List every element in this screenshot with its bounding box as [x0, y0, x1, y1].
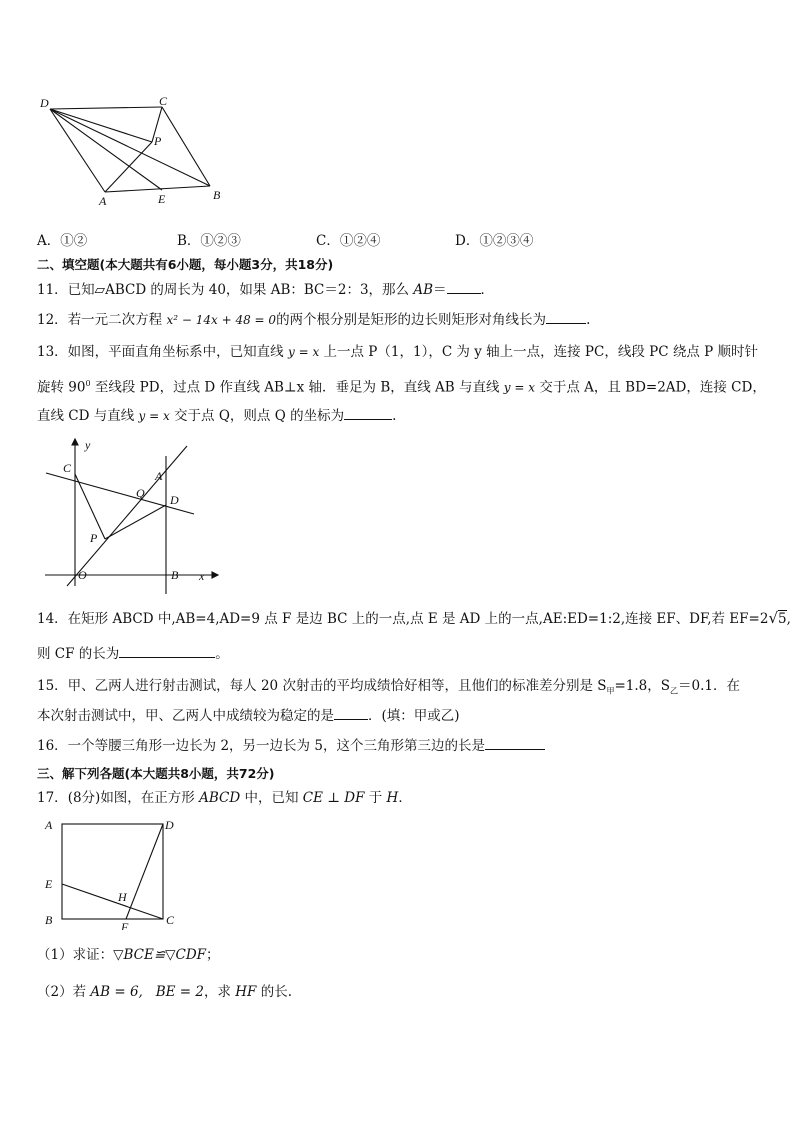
- q13-blank: [344, 407, 392, 420]
- q13-line-cp: [75, 474, 105, 539]
- q14-line1: 14．在矩形 ABCD 中,AB=4,AD=9 点 F 是边 BC 上的一点,点 E 是 AD 上的一点,AE:ED=1:2,连接 EF、DF,若 EF=2√5,: [37, 609, 791, 627]
- q17: 17．(8分)如图，在正方形 ABCD 中，已知 CE ⊥ DF 于 H．: [37, 790, 412, 806]
- q13-x-arrow: [212, 572, 218, 578]
- q17-label-d: D: [165, 818, 174, 832]
- q10-label-e: E: [158, 192, 166, 206]
- q13-label-p: P: [90, 531, 98, 545]
- q10-label-b: B: [213, 188, 221, 202]
- q10-label-p: P: [154, 134, 162, 148]
- q17-label-f: F: [121, 920, 129, 930]
- q10-line-ad: [50, 109, 105, 192]
- q13-line2: 旋转 $90^0$ 至线段 PD，过点 D 作直线 AB⊥x 轴．垂足为 B，直线 AB 与直线 y = x 交于点 A，且 BD=2AD，连接 CD，: [37, 379, 766, 396]
- q12-blank: [546, 311, 586, 324]
- q13-y-arrow: [72, 439, 78, 445]
- section3-title: 三、解下列各题(本大题共8小题，共72分): [37, 766, 275, 781]
- q14-sqrt: √: [768, 609, 778, 627]
- q10-choice-c: C．①②④: [316, 233, 381, 249]
- q10-choice-b: B．①②③: [177, 233, 241, 249]
- q13-figure: [37, 436, 227, 594]
- q11-blank: [447, 281, 481, 294]
- q17-label-e: E: [45, 877, 53, 891]
- q17-figure: [37, 815, 187, 930]
- q17-part1: （1）求证：▽BCE≌▽CDF；: [37, 947, 220, 963]
- q13-line-y-eq-x: [67, 446, 187, 586]
- q10-choice-d: D．①②③④: [455, 233, 534, 249]
- q13-label-d: D: [170, 493, 179, 507]
- q14-blank: [119, 645, 215, 658]
- q17-label-h: H: [118, 890, 127, 904]
- q10-label-d: D: [40, 96, 49, 110]
- q12-equation: x² − 14x + 48 = 0: [166, 313, 277, 327]
- q13-line3: 直线 CD 与直线 y = x 交于点 Q，则点 Q 的坐标为 .: [37, 408, 397, 424]
- q13-label-c: C: [63, 461, 72, 475]
- q10-figure: [37, 95, 227, 210]
- q10-line-dp: [50, 109, 152, 142]
- q17-part2: （2）若 AB = 6, BE = 2，求 HF 的长.: [37, 984, 292, 1000]
- q12: 12．若一元二次方程 x² − 14x + 48 = 0的两个根分别是矩形的边长则矩形对角线长为 .: [37, 312, 591, 328]
- q10-label-c: C: [159, 95, 168, 108]
- q17-line-ce: [62, 884, 163, 919]
- q13-label-o: O: [78, 568, 87, 582]
- q13-label-x: x: [199, 569, 205, 583]
- q10-choice-a: A．①②: [37, 233, 88, 249]
- q15-line2: 本次射击测试中，甲、乙两人中成绩较为稳定的是 ．(填：甲或乙): [37, 708, 460, 724]
- q10-label-a: A: [99, 194, 107, 208]
- q16: 16．一个等腰三角形一边长为 2，另一边长为 5，这个三角形第三边的长是: [37, 737, 545, 755]
- q13-label-a: A: [155, 469, 163, 483]
- q13-label-q: Q: [136, 486, 145, 500]
- q13-line-pd: [105, 505, 166, 539]
- q14-line2: 则 CF 的长为 。: [37, 646, 229, 662]
- q17-square: [62, 824, 163, 919]
- q13-label-b: B: [171, 568, 179, 582]
- q17-label-b: B: [45, 913, 53, 927]
- q16-blank: [485, 737, 545, 750]
- q17-line-df: [126, 824, 163, 919]
- q17-label-c: C: [166, 913, 175, 927]
- q11: 11．已知▱ABCD 的周长为 40，如果 AB：BC＝2：3，那么 AB＝ ．: [37, 282, 495, 298]
- q17-label-a: A: [45, 818, 53, 832]
- q15-line1: 15．甲、乙两人进行射击测试，每人 20 次射击的平均成绩恰好相等，且他们的标准差分别是 $S_甲=1.8$，$S_乙=0.1$．在: [37, 678, 740, 696]
- q13-label-y: y: [85, 438, 91, 452]
- q13-line1: 13．如图，平面直角坐标系中，已知直线 y = x 上一点 P（1，1），C 为 y 轴上一点，连接 PC，线段 PC 绕点 P 顺时针: [37, 344, 759, 360]
- q10-line-pa: [105, 142, 152, 192]
- q15-blank: [334, 707, 368, 720]
- section2-title: 二、填空题(本大题共有6小题，每小题3分，共18分): [37, 257, 334, 272]
- q10-line-dc: [50, 107, 162, 109]
